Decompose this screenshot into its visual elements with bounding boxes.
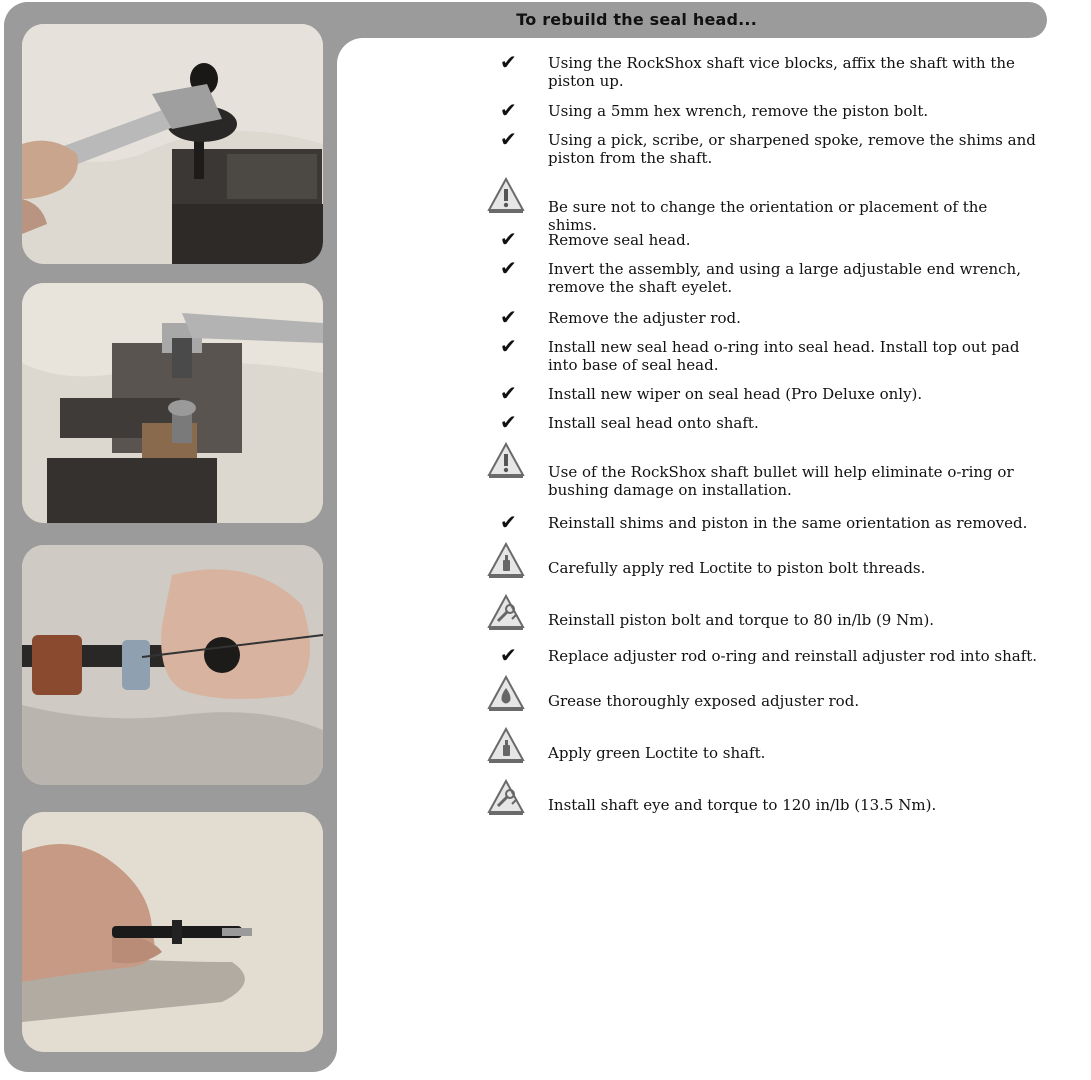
torque-icon (486, 593, 526, 633)
check-icon: ✔ (500, 305, 517, 329)
warning-icon (486, 176, 526, 216)
step-text: Using a pick, scribe, or sharpened spoke, remove the shims and piston from the shaft. (548, 131, 1036, 167)
photo-vice-wrench (22, 24, 323, 264)
step-text: Apply green Loctite to shaft. (548, 744, 766, 762)
check-icon: ✔ (500, 643, 517, 667)
step-text: Install seal head onto shaft. (548, 414, 759, 432)
check-icon: ✔ (500, 227, 517, 251)
photo-ratchet-vice (22, 283, 323, 523)
photo-pick-shims (22, 545, 323, 785)
step-text: Be sure not to change the orientation or placement of the shims. (548, 198, 988, 234)
torque-icon (486, 778, 526, 818)
frame-corner (337, 38, 367, 68)
check-icon: ✔ (500, 98, 517, 122)
check-icon: ✔ (500, 334, 517, 358)
step-text: Grease thoroughly exposed adjuster rod. (548, 692, 860, 710)
loctite-icon (486, 726, 526, 766)
step-text: Using a 5mm hex wrench, remove the piston bolt. (548, 102, 929, 120)
step-text: Remove seal head. (548, 231, 691, 249)
step-text: Carefully apply red Loctite to piston bolt threads. (548, 559, 926, 577)
step-text: Using the RockShox shaft vice blocks, affix the shaft with the piston up. (548, 54, 1015, 90)
step-text: Install new seal head o-ring into seal head. Install top out pad into base of seal head. (548, 338, 1020, 374)
step-text: Invert the assembly, and using a large adjustable end wrench, remove the shaft eyelet. (548, 260, 1021, 296)
step-text: Use of the RockShox shaft bullet will help eliminate o-ring or bushing damage on installation. (548, 463, 1014, 499)
step-text: Install new wiper on seal head (Pro Deluxe only). (548, 385, 923, 403)
photo-hand-shaft (22, 812, 323, 1052)
step-text: Install shaft eye and torque to 120 in/lb (13.5 Nm). (548, 796, 937, 814)
warning-icon (486, 441, 526, 481)
check-icon: ✔ (500, 410, 517, 434)
loctite-icon (486, 541, 526, 581)
check-icon: ✔ (500, 256, 517, 280)
grease-icon (486, 674, 526, 714)
step-text: Reinstall piston bolt and torque to 80 in/lb (9 Nm). (548, 611, 935, 629)
check-icon: ✔ (500, 381, 517, 405)
check-icon: ✔ (500, 510, 517, 534)
page-title: To rebuild the seal head... (516, 10, 757, 29)
check-icon: ✔ (500, 50, 517, 74)
check-icon: ✔ (500, 127, 517, 151)
step-text: Remove the adjuster rod. (548, 309, 741, 327)
step-text: Reinstall shims and piston in the same orientation as removed. (548, 514, 1028, 532)
step-text: Replace adjuster rod o-ring and reinstall adjuster rod into shaft. (548, 647, 1038, 665)
